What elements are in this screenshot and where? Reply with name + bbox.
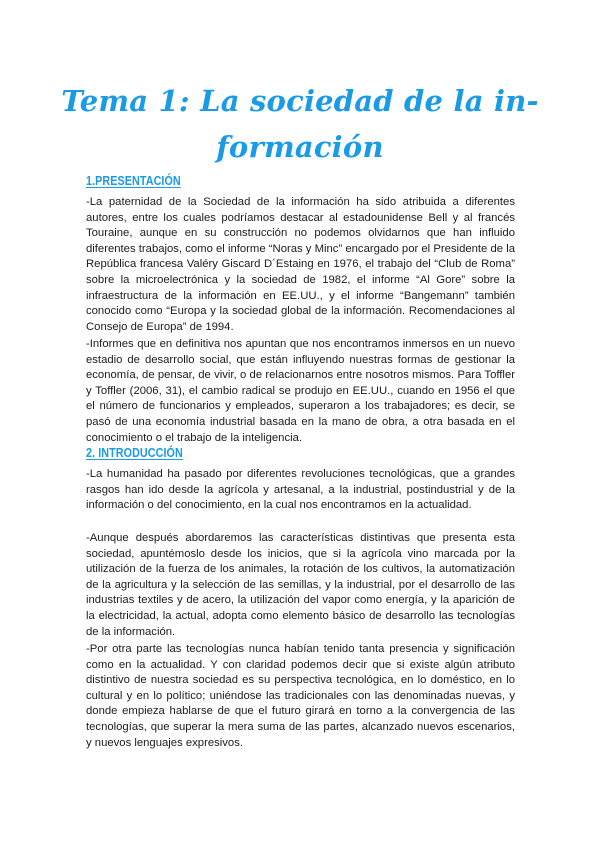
- paragraph-introduccion-3: -Por otra parte las tecnologías nunca habían tenido tanta presencia y significación como en la actualidad. Y con claridad podemos decir que si existe algún atributo distintivo de nuestra sociedad es su perspectiva tecnológica, en lo doméstico, en lo cultural y en lo político; uniéndose las tradicionales con las denominadas nuevas, y donde empieza hablarse de que el futuro girará en torno a la convergencia de las tecnologías, que superar la mera suma de las partes, alcanzado nuevos escenarios, y nuevos lenguajes expresivos.: [86, 643, 515, 749]
- page-title: Tema 1: La sociedad de la in-formación: [61, 84, 539, 164]
- section-heading-introduccion: 2. INTRODUCCIÓN: [86, 446, 183, 460]
- paragraph-presentacion-2: -Informes que en definitiva nos apuntan que nos encontramos inmersos en un nuevo estadio de desarrollo social, que están influyendo nuestras formas de gestionar la economía, de pensar, de vivir, o de relacionarnos entre nosotros mismos. Para Toffler y Toffler (2006, 31), el cambio radical se produjo en EE.UU., cuando en 1956 el que el número de funcionarios y empleados, superaron a los trabajadores; es decir, se pasó de una economía industrial basada en la mano de obra, a otra basada en el conocimiento o el trabajo de la inteligencia.: [86, 338, 515, 444]
- paragraph-presentacion-1: -La paternidad de la Sociedad de la información ha sido atribuida a diferentes autores, entre los cuales podríamos destacar al estadounidense Bell y al francés Touraine, aunque en su construcción no podemos olvidarnos que han influido diferentes trabajos, como el informe “Noras y Minc” encargado por el Presidente de la República francesa Valéry Giscard D´Estaing en 1976, el trabajo del “Club de Roma” sobre la microelectrónica y la sociedad de 1982, el informe “Al Gore” sobre la infraestructura de la información en EE.UU., y el informe “Bangemann” también conocido como “Europa y la sociedad global de la información. Recomendaciones al Consejo de Europa” de 1994.: [86, 196, 515, 333]
- paragraph-introduccion-2: -Aunque después abordaremos las características distintivas que presenta esta sociedad, apuntémoslo desde los inicios, que si la agrícola vino marcada por la utilización de la fuerza de los animales, la rotación de los cultivos, la automatización de la agricultura y la selección de las semillas, y la industrial, por el desarrollo de las industrias textiles y de acero, la utilización del vapor como energía, y la aparición de la electricidad, la actual, adopta como elemento básico de desarrollo las tecnologías de la información.: [86, 532, 515, 638]
- paragraph-introduccion-1: -La humanidad ha pasado por diferentes revoluciones tecnológicas, que a grandes rasgos han ido desde la agrícola y artesanal, a la industrial, postindustrial y de la información o del conocimiento, en la cual nos encontramos en la actualidad.: [86, 468, 515, 512]
- section-heading-presentacion: 1.PRESENTACIÓN: [86, 174, 181, 188]
